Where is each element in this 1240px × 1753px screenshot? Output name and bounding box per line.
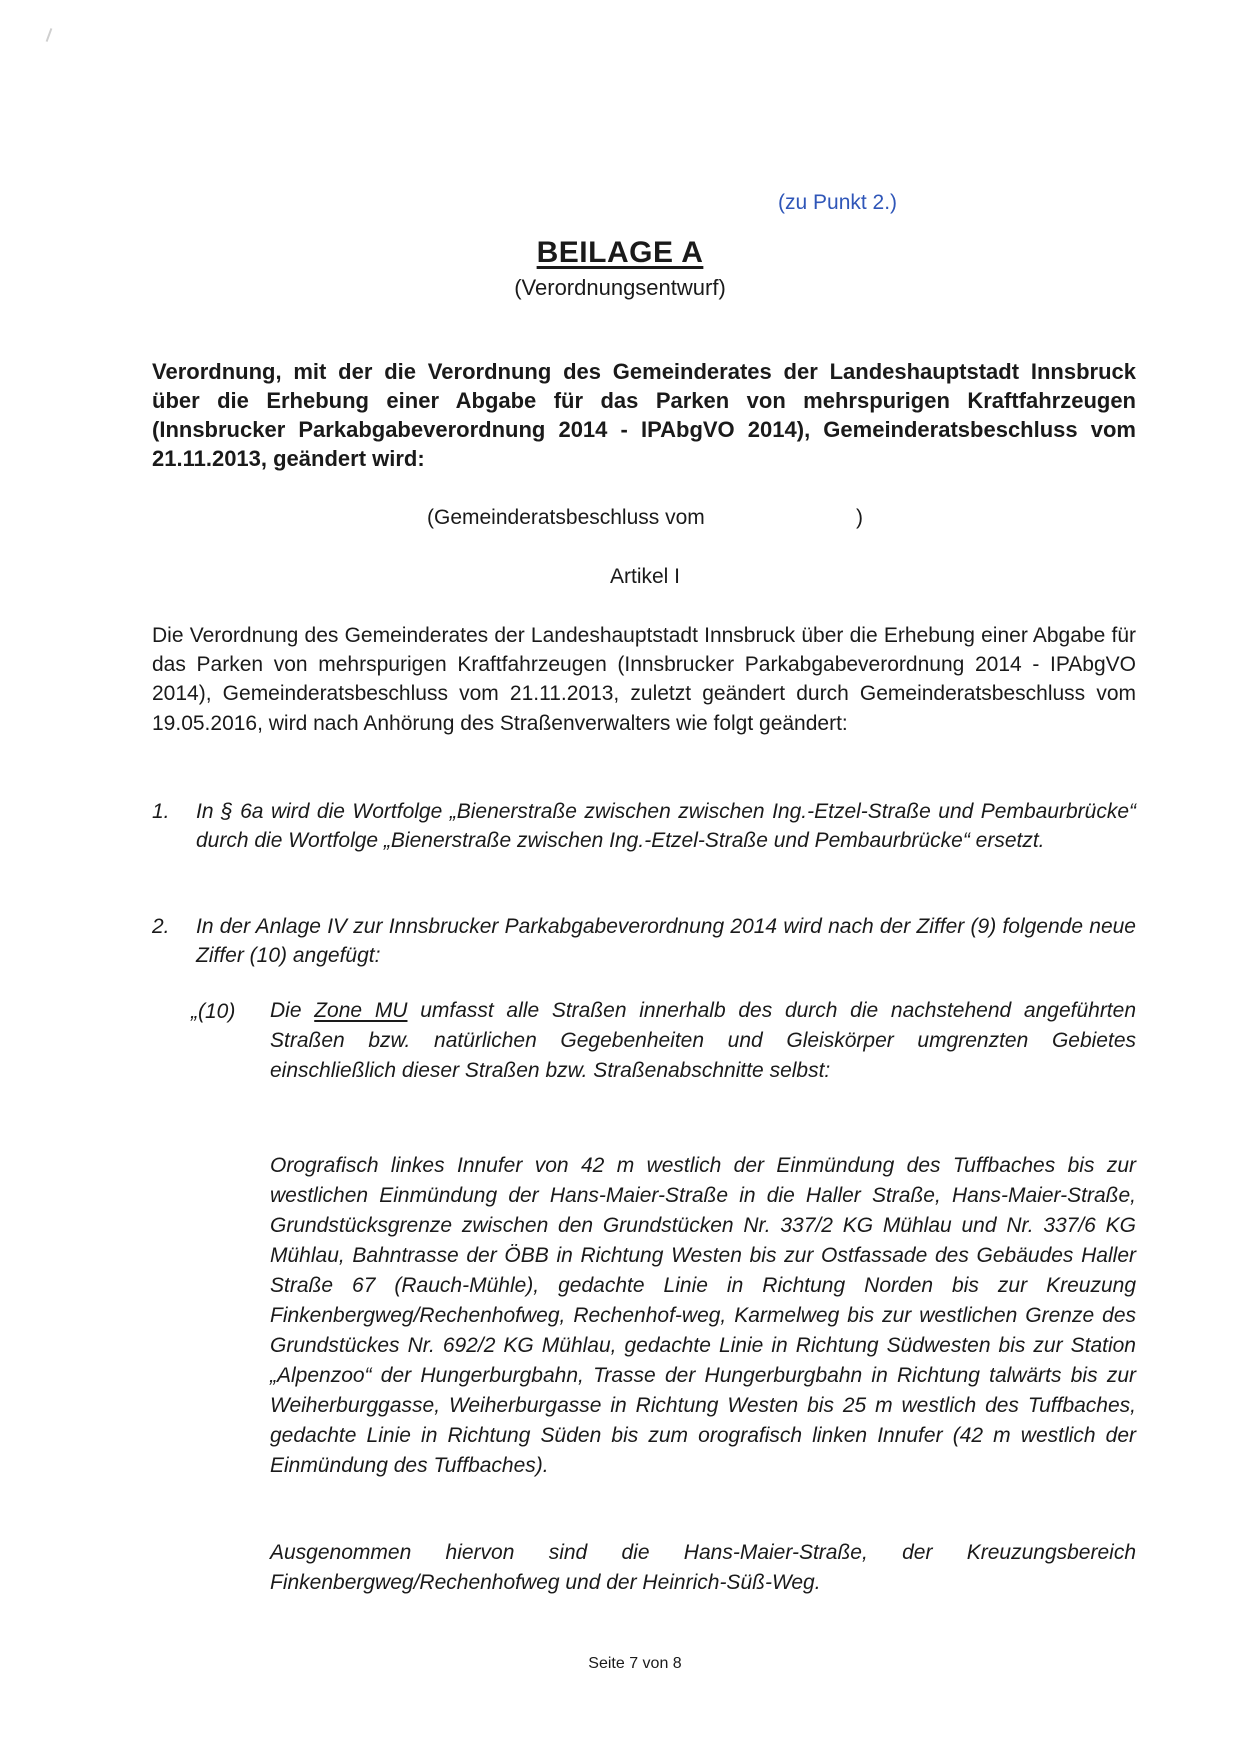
quote-number: „(10) xyxy=(191,1000,236,1023)
point-reference: (zu Punkt 2.) xyxy=(778,191,898,214)
zone-name: Zone MU xyxy=(314,999,408,1022)
item-text-1: In § 6a wird die Wortfolge „Bienerstraße zwischen zwischen Ing.-Etzel-Straße und Pembaurbrücke“ durch die Wortfolge „Bienerstraße zwischen Ing.-Etzel-Straße und Pembaurbrücke“ ersetzt. xyxy=(196,800,1136,853)
item-number-2: 2. xyxy=(152,915,170,938)
zone-description: umfasst alle Straßen innerhalb des durch die nachstehend angeführten Straßen bzw. natürlichen Gegebenheiten und Gleiskörper umgrenzten Gebietes einschließlich dieser Straßen bzw. Straßenabschnitte selbst: xyxy=(270,999,1136,1082)
attachment-subtitle: (Verordnungsentwurf) xyxy=(514,275,726,300)
item-text-2: In der Anlage IV zur Innsbrucker Parkabgabeverordnung 2014 wird nach der Ziffer (9) folgende neue Ziffer (10) angefügt: xyxy=(196,915,1136,968)
zone-lead: Die xyxy=(270,999,302,1022)
zone-exception: Ausgenommen hiervon sind die Hans-Maier-Straße, der Kreuzungsbereich Finkenbergweg/Rechenhofweg und der Heinrich-Süß-Weg. xyxy=(270,1541,1136,1594)
council-resolution-label: (Gemeinderatsbeschluss vom xyxy=(427,506,705,529)
page-number: Seite 7 von 8 xyxy=(588,1655,682,1672)
zone-definition xyxy=(270,996,1136,1086)
ordinance-title: Verordnung, mit der die Verordnung des Gemeinderates der Landeshauptstadt Innsbruck über die Erhebung einer Abgabe für das Parken von mehrspurigen Kraftfahrzeugen (Innsbrucker Parkabgabeverordnung 2014 - IPAbgVO 2014), Gemeinderatsbeschluss vom 21.11.2013, geändert wird: xyxy=(152,359,1136,471)
scan-artifact xyxy=(46,28,53,42)
council-resolution-close: ) xyxy=(856,506,863,529)
attachment-title: BEILAGE A xyxy=(536,236,704,269)
item-number-1: 1. xyxy=(152,800,170,823)
zone-boundary: Orografisch linkes Innufer von 42 m westlich der Einmündung des Tuffbaches bis zur westlichen Einmündung der Hans-Maier-Straße in die Haller Straße, Hans-Maier-Straße, Grundstücksgrenze zwischen den Grundstücken Nr. 337/2 KG Mühlau und Nr. 337/6 KG Mühlau, Bahntrasse der ÖBB in Richtung Westen bis zur Ostfassade des Gebäudes Haller Straße 67 (Rauch-Mühle), gedachte Linie in Richtung Norden bis zur Kreuzung Finkenbergweg/Rechenhofweg, Rechenhof-weg, Karmelweg bis zur westlichen Grenze des Grundstückes Nr. 692/2 KG Mühlau, gedachte Linie in Richtung Südwesten bis zur Station „Alpenzoo“ der Hungerburgbahn, Trasse der Hungerburgbahn in Richtung talwärts bis zur Weiherburggasse, Weiherburgasse in Richtung Westen bis 25 m westlich des Tuffbaches, gedachte Linie in Richtung Süden bis zum orografisch linken Innufer (42 m westlich der Einmündung des Tuffbaches). xyxy=(270,1154,1136,1477)
intro-paragraph: Die Verordnung des Gemeinderates der Landeshauptstadt Innsbruck über die Erhebung einer Abgabe für das Parken von mehrspurigen Kraftfahrzeugen (Innsbrucker Parkabgabeverordnung 2014 - IPAbgVO 2014), Gemeinderatsbeschluss vom 21.11.2013, zuletzt geändert durch Gemeinderatsbeschluss vom 19.05.2016, wird nach Anhörung des Straßenverwalters wie folgt geändert: xyxy=(152,624,1136,735)
article-heading: Artikel I xyxy=(609,565,680,588)
